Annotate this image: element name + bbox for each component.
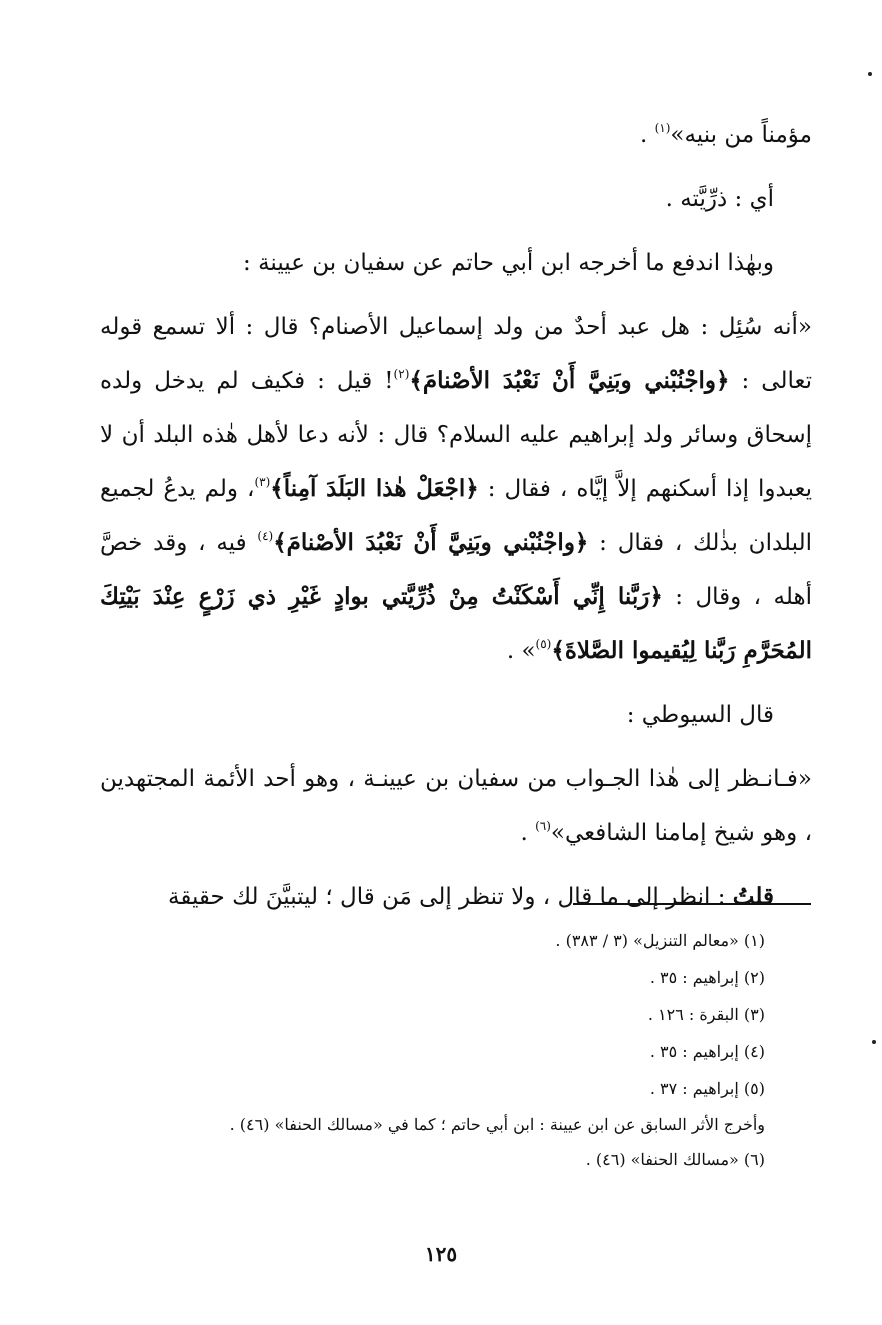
quote-end: » . [506,638,536,664]
footnote-1: (١) «معالم التنزيل» (٣ / ٣٨٣) . [555,931,765,950]
quran-verse-4: ﴿رَبَّنا إِنِّي أَسْكَنْتُ مِنْ ذُرِّيَّتي بوادٍ غَيْرِ ذي زَرْعٍ عِنْدَ بَيْتِكَ المُحَرَّمِ رَبَّنا لِيُقيموا الصَّلاةَ﴾ [100,583,812,664]
quran-verse-3: ﴿واجْنُبْني وبَنِيَّ أَنْ نَعْبُدَ الأصْنامَ﴾ [273,529,589,556]
footnotes [100,922,765,1177]
footnote-3: (٣) البقرة : ١٢٦ . [647,1005,765,1024]
paragraph-2: أي : ذرِّيَّته . [665,186,774,212]
paragraph-1-end: . [639,122,655,148]
paragraph-6-end: . [520,820,536,846]
footnote-separator [573,903,811,905]
paragraph-5: قال السيوطي : [626,702,774,728]
quote-text-c: ، ولم يدعُ لجميع البلدان بذٰلك ، فقال : [100,476,812,556]
footnote-ref-4[interactable]: (٤) [257,529,274,543]
paragraph-3: وبهٰذا اندفع ما أخرجه ابن أبي حاتم عن سفيان بن عيينة : [243,250,774,276]
paragraph-1-text: مؤمناً من بنيه» [670,122,812,148]
quote-paragraph [100,300,812,678]
footnote-ref-3[interactable]: (٣) [254,475,271,489]
quote-text-b: ! قيل : فكيف لم يدخل ولده إسحاق وسائر ولد إبراهيم عليه السلام؟ قال : لأنه دعا لأهل هٰذه البلد أن لا يعبدوا إذا أسكنهم إلاَّ إيَّاه ، فقال : [100,368,813,502]
main-text [100,108,812,924]
scan-speck [872,1040,876,1044]
footnote-6: (٦) «مسالك الحنفا» (٤٦) . [585,1150,765,1169]
quote-text-d: فيه ، وقد خصَّ أهله ، وقال : [100,530,812,610]
paragraph-1 [100,108,812,162]
quote-text-a: «أنه سُئِل : هل عبد أحدٌ من ولد إسماعيل الأصنام؟ قال : ألا تسمع قوله تعالى : [100,314,812,394]
footnote-5: (٥) إبراهيم : ٣٧ . [649,1079,765,1098]
page-number: ١٢٥ [424,1242,458,1266]
paragraph-6 [100,752,812,860]
paragraph-7 [100,870,812,924]
footnote-note: وأخرج الأثر السابق عن ابن عيينة : ابن أبي حاتم ؛ كما في «مسالك الحنفا» (٤٦) . [229,1115,765,1134]
footnote-4: (٤) إبراهيم : ٣٥ . [649,1042,765,1061]
footnote-2: (٢) إبراهيم : ٣٥ . [649,968,765,987]
scan-speck [868,72,872,76]
footnote-ref-6[interactable]: (٦) [535,819,551,833]
footnote-ref-5[interactable]: (٥) [535,637,552,651]
footnote-ref-1[interactable]: (١) [654,121,671,135]
paragraph-7-lead: قلتُ [732,883,774,910]
footnote-ref-2[interactable]: (٢) [393,367,410,381]
quran-verse-1: ﴿واجْنُبْني وبَنِيَّ أَنْ نَعْبُدَ الأصْنامَ﴾ [409,367,730,394]
paragraph-6-text: «فـانـظر إلى هٰذا الجـواب من سفيان بن عيينـة ، وهو أحد الأئمة المجتهدين ، وهو شيخ إمامنا الشافعي» [100,766,812,846]
paragraph-7-text: : انظر إلى ما قال ، ولا تنظر إلى مَن قال ؛ ليتبيَّنَ لك حقيقة [168,884,733,910]
quran-verse-2: ﴿اجْعَلْ هٰذا البَلَدَ آمِناً﴾ [270,475,479,502]
